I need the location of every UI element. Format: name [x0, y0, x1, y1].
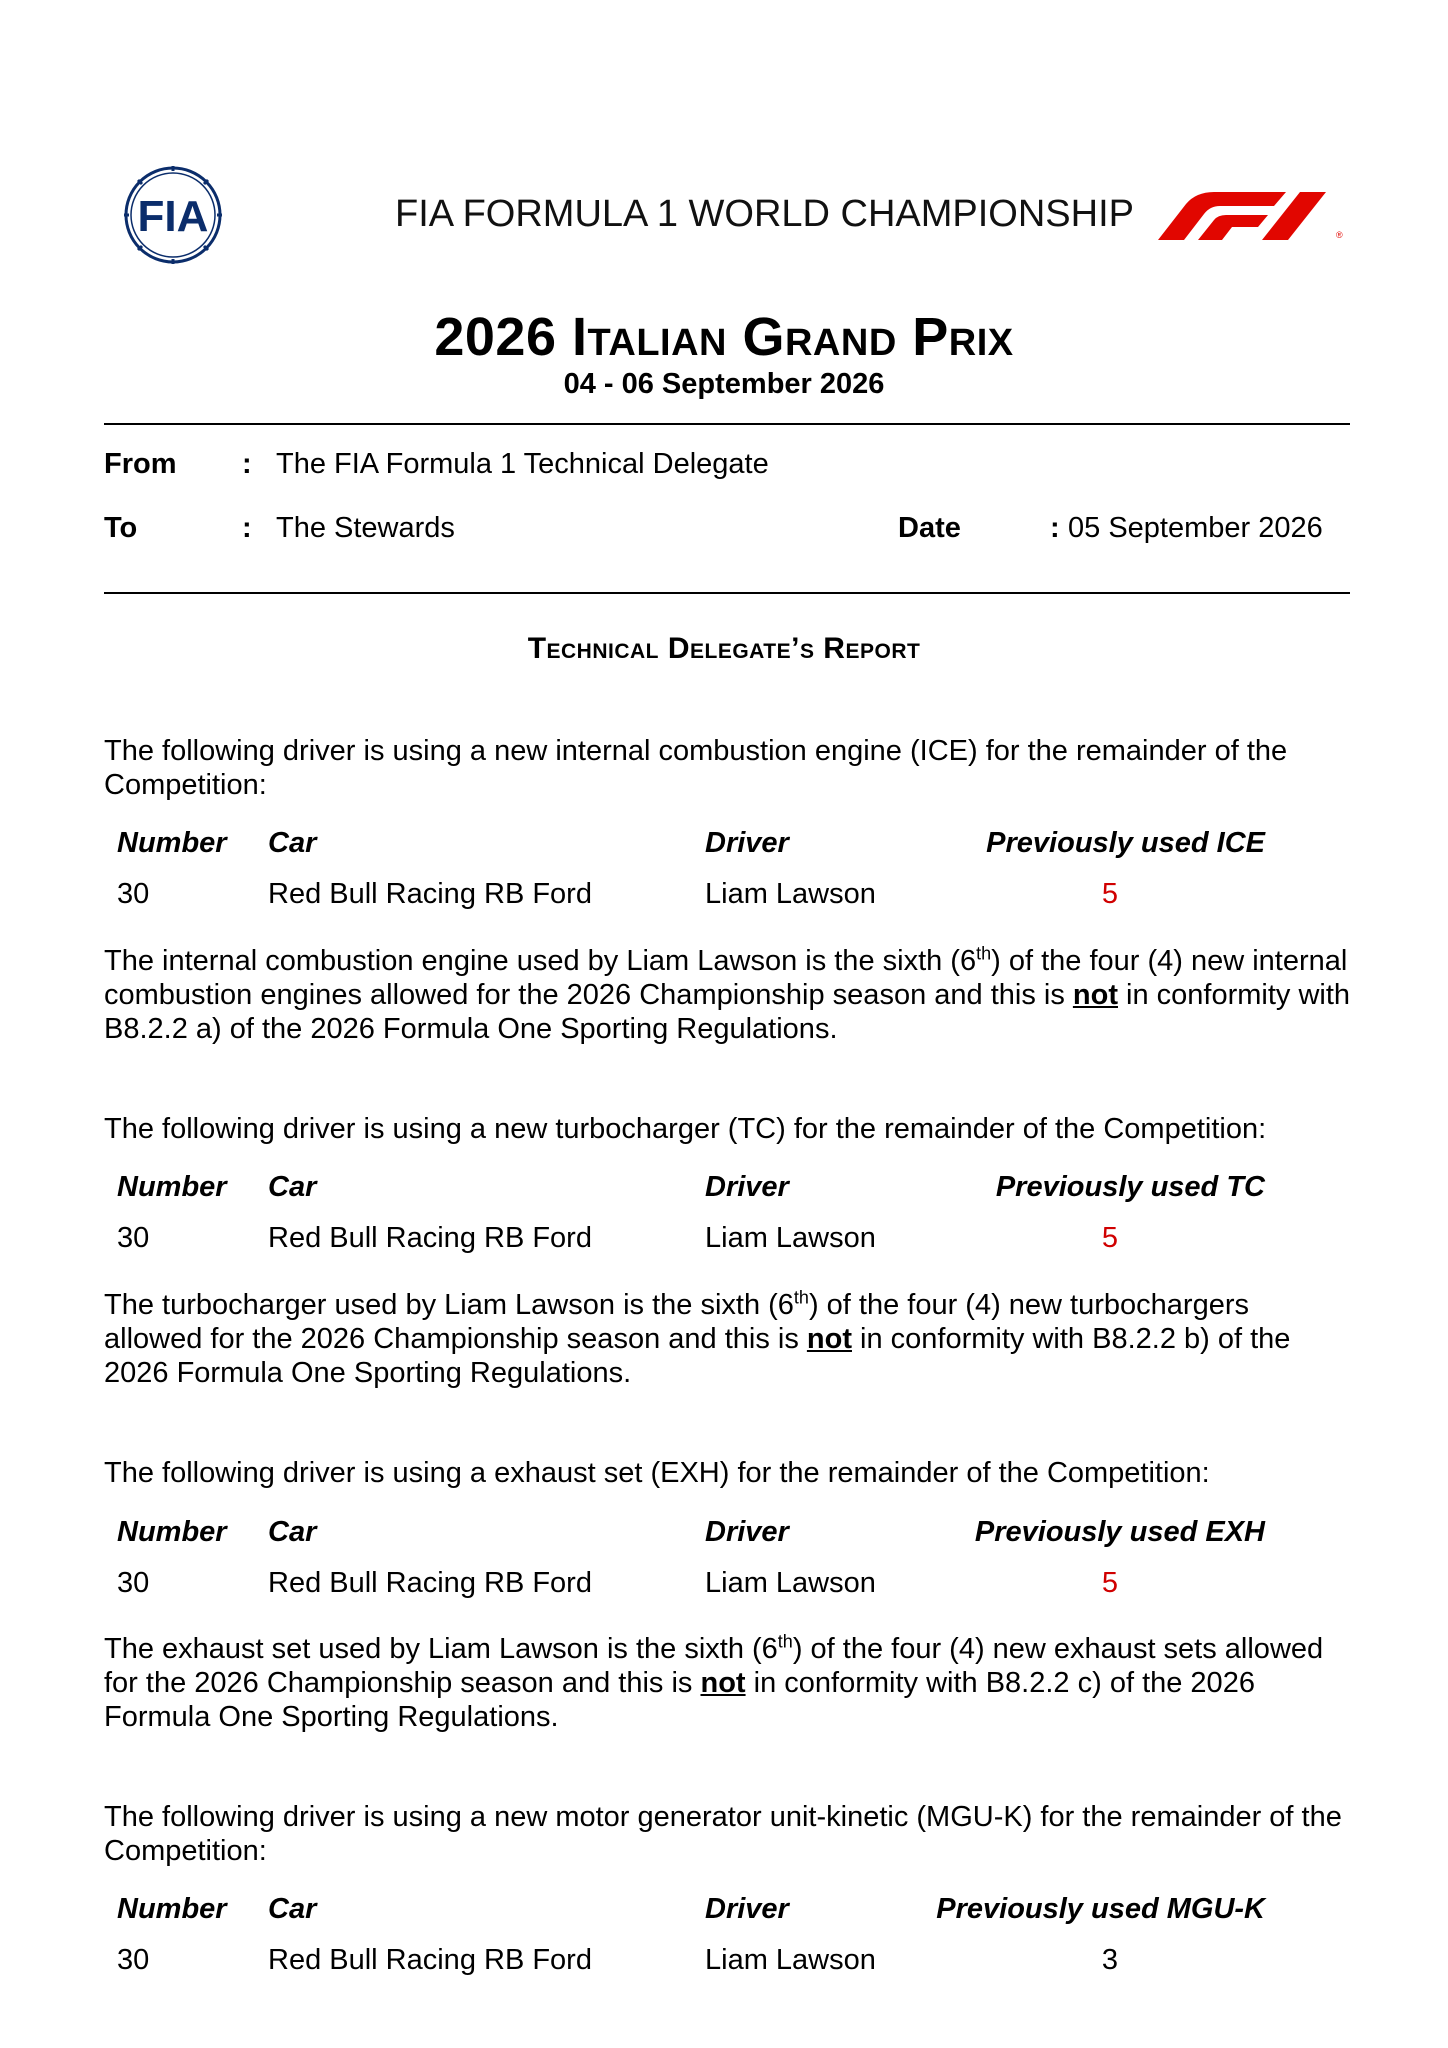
- col-car-header: Car: [268, 1893, 317, 1925]
- row-previous: 5: [1101, 878, 1119, 910]
- col-previous-header: Previously used MGU-K: [936, 1893, 1265, 1925]
- date-label: Date: [898, 512, 961, 544]
- row-previous: 5: [1101, 1222, 1119, 1254]
- row-driver: Liam Lawson: [705, 1944, 876, 1976]
- fia-logo: [103, 165, 243, 265]
- row-previous: 5: [1101, 1567, 1119, 1599]
- section-tc-body: The turbocharger used by Liam Lawson is the sixth (6th) of the four (4) new turbochargers allowed for the 2026 Championship season and this is not in conformity with B8.2.2 b) of the 2026 Formula One Sporting Regulations.: [104, 1287, 1291, 1389]
- grand-prix-title: 2026 Italian Grand Prix: [434, 307, 1014, 367]
- not-emphasis: not: [1072, 979, 1118, 1011]
- row-car: Red Bull Racing RB Ford: [268, 878, 592, 910]
- row-car: Red Bull Racing RB Ford: [268, 1222, 592, 1254]
- from-value: The FIA Formula 1 Technical Delegate: [276, 448, 769, 480]
- date-value: 05 September 2026: [1068, 512, 1323, 544]
- date-colon: :: [1050, 512, 1060, 544]
- to-label: To: [104, 512, 138, 544]
- report-title: Technical Delegate’s Report: [527, 632, 921, 665]
- row-number: 30: [117, 1222, 150, 1254]
- col-car-header: Car: [268, 1516, 317, 1548]
- event-dates: 04 - 06 September 2026: [563, 368, 885, 400]
- not-emphasis: not: [806, 1323, 852, 1355]
- col-previous-header: Previously used ICE: [986, 827, 1265, 859]
- row-driver: Liam Lawson: [705, 1222, 876, 1254]
- row-car: Red Bull Racing RB Ford: [268, 1567, 592, 1599]
- row-driver: Liam Lawson: [705, 878, 876, 910]
- col-car-header: Car: [268, 1171, 317, 1203]
- to-colon: :: [242, 512, 252, 544]
- section-mguk-intro: The following driver is using a new motor generator unit-kinetic (MGU-K) for the remainder of the Competition:: [104, 1801, 1342, 1867]
- section-tc-intro: The following driver is using a new turbocharger (TC) for the remainder of the Competition:: [104, 1113, 1267, 1145]
- section-ice-intro: The following driver is using a new internal combustion engine (ICE) for the remainder of the Competition:: [104, 735, 1288, 801]
- section-exh-intro: The following driver is using a exhaust set (EXH) for the remainder of the Competition:: [104, 1457, 1210, 1489]
- col-driver-header: Driver: [705, 1893, 789, 1925]
- memo-divider: [104, 592, 1350, 594]
- col-car-header: Car: [268, 827, 317, 859]
- to-value: The Stewards: [276, 512, 455, 544]
- championship-title: FIA FORMULA 1 WORLD CHAMPIONSHIP: [395, 193, 1134, 235]
- section-exh-body: The exhaust set used by Liam Lawson is the sixth (6th) of the four (4) new exhaust sets allowed for the 2026 Championship season and this is not in conformity with B8.2.2 c) of the 2026 Formula One Sporting Regulations.: [104, 1631, 1324, 1733]
- col-driver-header: Driver: [705, 1516, 789, 1548]
- row-number: 30: [117, 878, 150, 910]
- not-emphasis: not: [700, 1667, 746, 1699]
- from-label: From: [104, 448, 177, 480]
- header-divider: [104, 423, 1350, 425]
- col-number-header: Number: [117, 1893, 227, 1925]
- row-driver: Liam Lawson: [705, 1567, 876, 1599]
- row-previous: 3: [1101, 1944, 1119, 1976]
- row-number: 30: [117, 1944, 150, 1976]
- col-number-header: Number: [117, 827, 227, 859]
- section-ice-body: The internal combustion engine used by Liam Lawson is the sixth (6th) of the four (4) new internal combustion engines allowed for the 2026 Championship season and this is not in conformity with B8.2.2 a) of the 2026 Formula One Sporting Regulations.: [104, 943, 1351, 1045]
- fia-logo-text: FIA: [137, 192, 209, 241]
- col-driver-header: Driver: [705, 1171, 789, 1203]
- col-driver-header: Driver: [705, 827, 789, 859]
- f1-logo: [1150, 186, 1350, 242]
- svg-text:®: ®: [1336, 230, 1343, 240]
- col-number-header: Number: [117, 1516, 227, 1548]
- col-previous-header: Previously used EXH: [974, 1516, 1265, 1548]
- row-car: Red Bull Racing RB Ford: [268, 1944, 592, 1976]
- col-number-header: Number: [117, 1171, 227, 1203]
- col-previous-header: Previously used TC: [995, 1171, 1265, 1203]
- row-number: 30: [117, 1567, 150, 1599]
- from-colon: :: [242, 448, 252, 480]
